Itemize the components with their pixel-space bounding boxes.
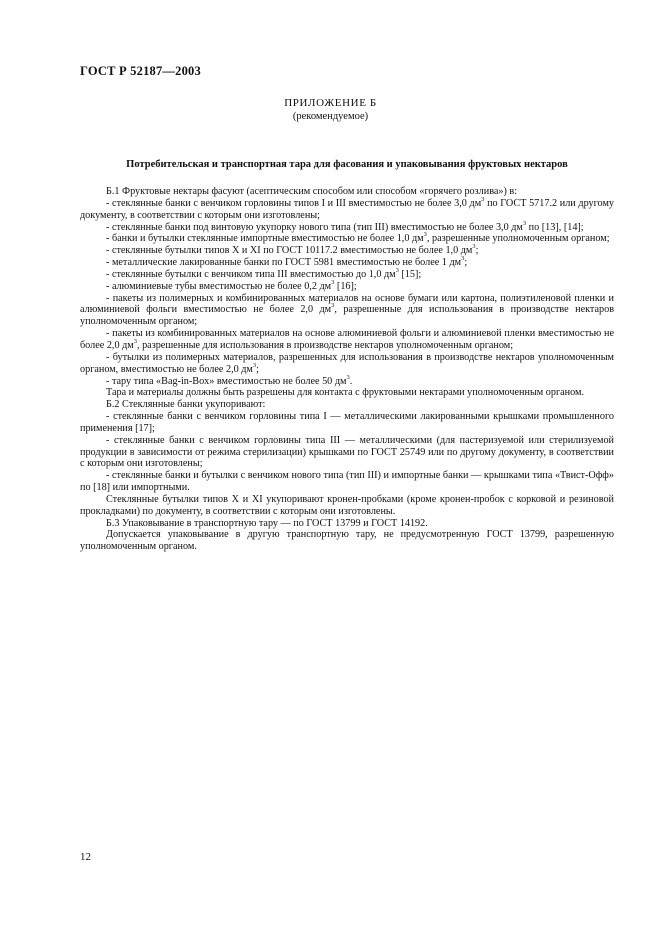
list-item: - банки и бутылки стеклянные импортные вместимостью не более 1,0 $дм^3$, разрешенные уполномоченным органом; xyxy=(106,231,610,245)
section-title: Потребительская и транспортная тара для фасования и упаковывания фруктовых нектаров xyxy=(126,159,568,170)
list-item: - бутылки из полимерных материалов, разрешенных для использования в производстве нектаров уполномоченным органом, вместимостью не более 2,0 $дм^3$; xyxy=(80,351,614,375)
paragraph: Допускается упаковывание в другую транспортную тару, не предусмотренную ГОСТ 13799, разрешенную уполномоченным органом. xyxy=(80,529,614,553)
list-item: - стеклянные банки с венчиком горловины типа III — металлическими (для пастеризуемой или стерилизуемой продукции в зависимости от режима стерилизации) крышками по ГОСТ 25749 или по другому документу, в соответствии с которым они изготовлены; xyxy=(80,434,614,470)
appendix-title: ПРИЛОЖЕНИЕ Б xyxy=(284,97,377,109)
document-header: ГОСТ Р 52187—2003 xyxy=(80,64,201,78)
paragraph: Тара и материалы должны быть разрешены для контакта с фруктовыми нектарами уполномоченным органом. xyxy=(106,387,585,399)
list-item: - стеклянные банки с венчиком горловины типов I и III вместимостью не более 3,0 $дм^3$ по ГОСТ 5717.2 или другому документу, в соответствии с которым они изготовлены; xyxy=(80,195,614,221)
paragraph: Б.3 Упаковывание в транспортную тару — по ГОСТ 13799 и ГОСТ 14192. xyxy=(106,517,428,529)
document-body xyxy=(80,186,614,553)
paragraph: Стеклянные бутылки типов X и XI укупоривают кронен-пробками (кроме кронен-пробок с корковой и резиновой прокладками) по документу, в соответствии с которым они изготовлены. xyxy=(80,493,614,517)
list-item: - алюминиевые тубы вместимостью не более 0,2 $дм^3$ [16]; xyxy=(106,278,357,292)
page-number: 12 xyxy=(80,851,91,863)
paragraph: Б.2 Стеклянные банки укупоривают: xyxy=(106,399,266,411)
appendix-heading xyxy=(0,97,661,123)
appendix-subtitle: (рекомендуемое) xyxy=(292,111,369,122)
list-item: - стеклянные бутылки с венчиком типа III вместимостью до 1,0 $дм^3$ [15]; xyxy=(106,266,422,280)
list-item: - пакеты из полимерных и комбинированных материалов на основе бумаги или картона, полиэтиленовой пленки и алюминиевой фольги вместимостью не более 2,0 $дм^3$, разрешенные для использования в производстве нектаров уполномоченным органом; xyxy=(80,292,614,328)
paragraph: Б.1 Фруктовые нектары фасуют (асептическим способом или способом «горячего розлива») в: xyxy=(106,186,518,197)
list-item: - стеклянные банки и бутылки с венчиком нового типа (тип III) и импортные банки — крышками типа «Твист-Офф» по [18] или импортными. xyxy=(80,470,614,494)
list-item: - стеклянные банки под винтовую укупорку нового типа (тип III) вместимостью не более 3,0 $дм^3$ по [13], [14]; xyxy=(106,219,584,233)
list-item: - металлические лакированные банки по ГОСТ 5981 вместимостью не более 1 $дм^3$; xyxy=(106,255,468,269)
list-item: - стеклянные бутылки типов X и XI по ГОСТ 10117.2 вместимостью не более 1,0 $дм^3$; xyxy=(106,243,479,257)
list-item: - пакеты из комбинированных материалов на основе алюминиевой фольги и алюминиевой пленки вместимостью не более 2,0 $дм^3$, разрешенные для использования в производстве нектаров уполномоченным органом; xyxy=(80,328,614,351)
list-item: - стеклянные банки с венчиком горловины типа I — металлическими лакированными крышками промышленного применения [17]; xyxy=(80,411,614,434)
list-item: - тару типа «Bag-in-Box» вместимостью не более 50 $дм^3$. xyxy=(106,373,353,387)
